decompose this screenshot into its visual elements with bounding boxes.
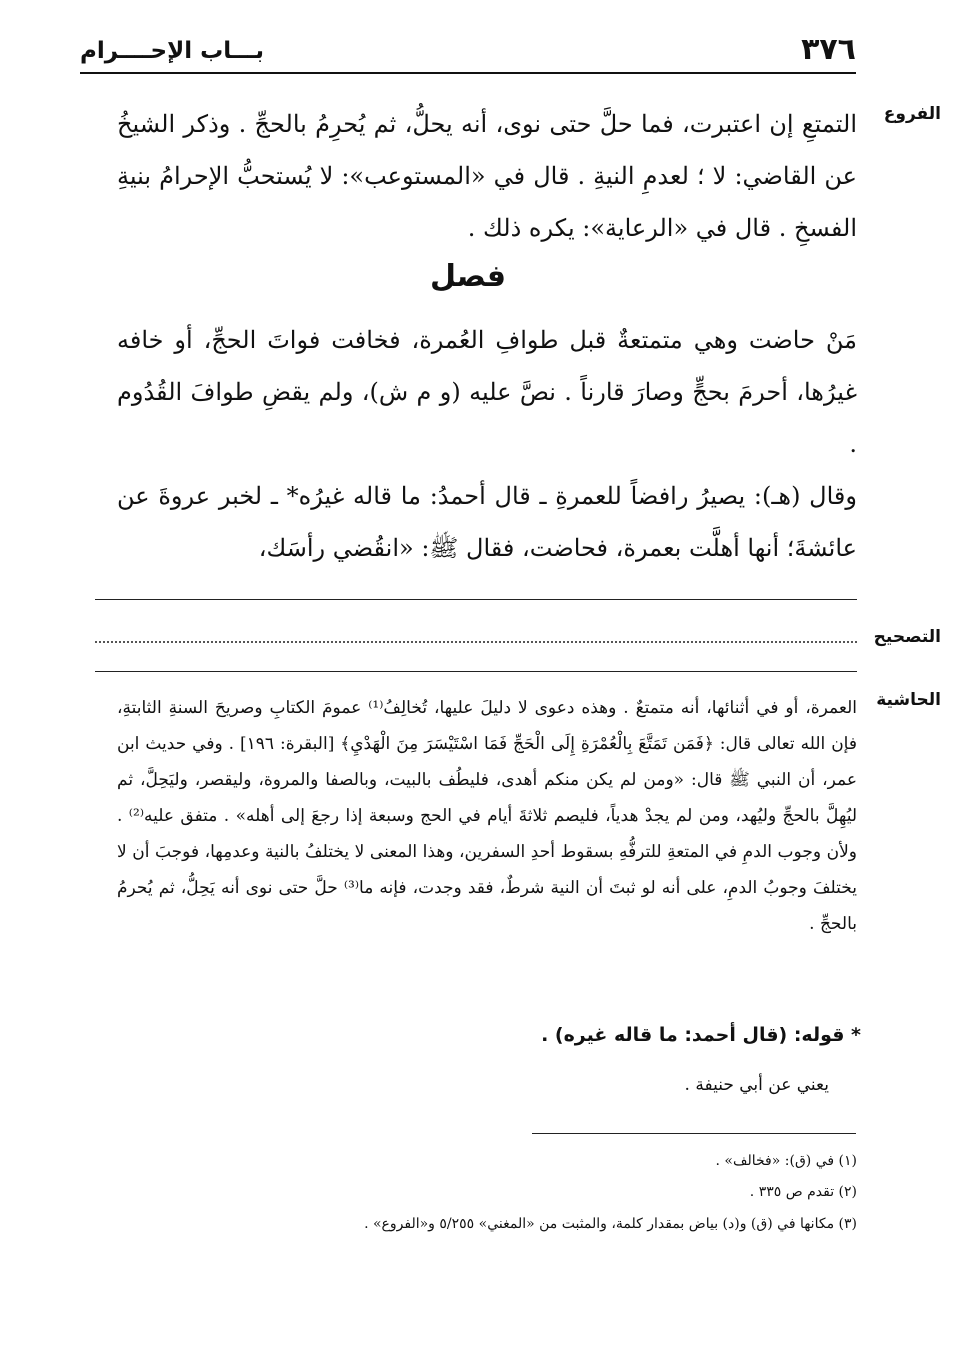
page-header [80, 30, 856, 72]
note-text: يعني عن أبي حنيفة . [684, 1075, 829, 1095]
page-number: ٣٧٦ [801, 32, 856, 67]
divider-bottom [95, 671, 857, 672]
main-paragraph-3 [117, 470, 857, 574]
footnote-3: (٣) مكانها في (ق) و(د) بياض بمقدار كلمة، والمثبت من «المغني» ٥/٢٥٥ و«الفروع» . [364, 1216, 857, 1232]
furu-label: الفروع [883, 104, 941, 124]
note-heading: * قوله: (قال أحمد: ما قاله غيره) . [541, 1024, 861, 1046]
divider-top [95, 599, 857, 600]
main-paragraph-1 [117, 98, 857, 254]
footnote-rule [532, 1133, 856, 1134]
main-paragraph-2-text: مَنْ حاضت وهي متمتعةٌ قبل طوافِ العُمرة، فخافت فواتَ الحجِّ، أو خافه غيرُها، أحرمَ بحجٍّ وصارَ قارناً . نصَّ عليه (و م ش)، ولم يقضِ طوافَ القُدُوم . [117, 326, 857, 458]
section-heading: فصل [430, 259, 506, 294]
footnote-1: (١) في (ق): «فخالف» . [715, 1153, 857, 1169]
hashiya-text: العمرة، أو في أثنائها، أنه متمتعٌ . وهذه دعوى لا دليلَ عليها، تُخالِفُ⁽¹⁾ عمومَ الكتابِ وصريحَ السنةِ الثابتةِ، فإن الله تعالى قال: ﴿فَمَن تَمَتَّعَ بِالْعُمْرَةِ إِلَى الْحَجِّ فَمَا اسْتَيْسَرَ مِنَ الْهَدْيِ﴾ [البقرة: ١٩٦] . وفي حديث ابن عمر، أن النبي ﷺ قال: «ومن لم يكن منكم أهدى، فليطُف بالبيت، وبالصفا والمروة، وليقصر، وليَحِلَّ، ثم ليُهِلَّ بالحجِّ وليُهد، ومن لم يجدْ هدياً، فليصم ثلاثةَ أيام في الحج وسبعة إذا رجعَ إلى أهله» . متفق عليه⁽²⁾ . ولأن وجوب الدمِ في المتعةِ للترفُّهِ بسقوط أحدِ السفرين، وهذا المعنى لا يختلفُ بالنية وعدمِها، فوجبَ أن لا يختلفَ وجوبُ الدمِ، على أنه لو ثبتَ أن النية شرطٌ، فقد وجدت، فإنه ما⁽³⁾ حلَّ حتى نوى أنه يَحِلُّ، ثم يُحرمُ بالحجِّ . [117, 698, 858, 934]
main-paragraph-2 [117, 314, 857, 470]
footnote-2: (٢) تقدم ص ٣٣٥ . [749, 1184, 857, 1200]
main-paragraph-1-text: التمتعِ إن اعتبرت، فما حلَّ حتى نوى، أنه يحلُّ، ثم يُحرِمُ بالحجِّ . وذكر الشيخُ عن القاضي: لا ؛ لعدمِ النيةِ . قال في «المستوعب»: لا يُستحبُّ الإحرامُ بنيةِ الفسخِ . قال في «الرعاية»: يكره ذلك . [117, 110, 857, 242]
header-rule [80, 72, 856, 74]
hashiya-text-block [117, 690, 857, 942]
main-paragraph-3-text: وقال (هـ): يصيرُ رافضاً للعمرةِ ـ قال أحمدُ: ما قاله غيرُه* ـ لخبر عروةَ عن عائشةَ؛ أنها أهلَّت بعمرة، فحاضت، فقال ﷺ: «انقُضي رأسَك، [117, 482, 857, 562]
tashih-label: التصحيح [873, 627, 941, 647]
hashiya-label: الحاشية [876, 690, 941, 710]
tashih-dotted-line [95, 641, 857, 643]
chapter-title: بـــاب الإحــــرام [80, 38, 265, 64]
